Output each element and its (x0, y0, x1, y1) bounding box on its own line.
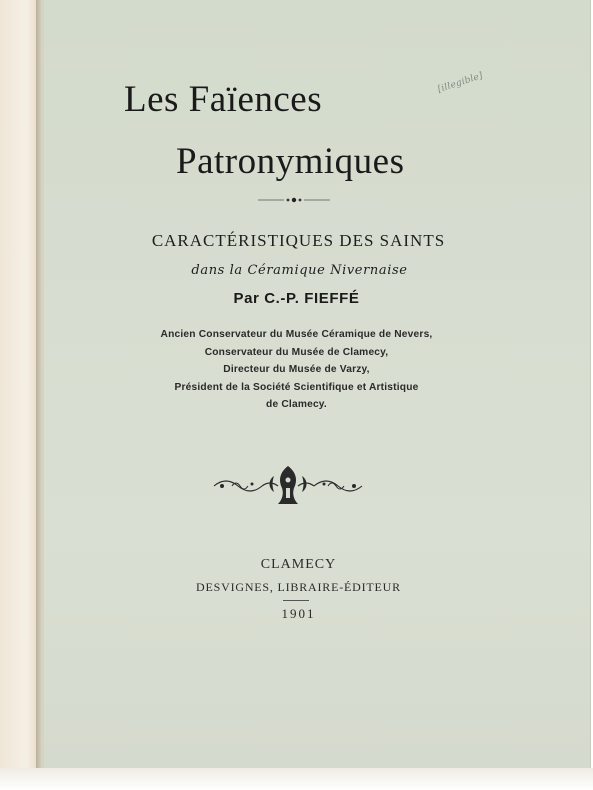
pencil-annotation: [illegible] (436, 70, 485, 96)
imprint-publisher: DESVIGNES, LIBRAIRE-ÉDITEUR (196, 580, 401, 594)
fleuron-ornament (212, 462, 364, 508)
title-divider-ornament (258, 196, 330, 204)
qualification-line: Directeur du Musée de Varzy, (223, 364, 370, 375)
page-bottom-edge (0, 768, 593, 790)
imprint-city: CLAMECY (260, 557, 337, 572)
imprint-year: 1901 (281, 606, 316, 621)
author-qualifications (0, 326, 593, 414)
qualification-line: Conservateur du Musée de Clamecy, (204, 346, 389, 358)
title-line-2: Patronymiques (176, 141, 405, 182)
imprint-rule (283, 600, 309, 601)
subtitle-italic: dans la Céramique Nivernaise (191, 263, 408, 278)
qualification-line: de Clamecy. (266, 399, 327, 410)
subtitle: CARACTÉRISTIQUES DES SAINTS (151, 231, 446, 250)
title-line-1: Les Faïences (124, 79, 323, 120)
author-line: Par C.-P. FIEFFÉ (233, 290, 360, 307)
qualification-line: Président de la Société Scientifique et Artistique (174, 381, 419, 393)
qualification-line: Ancien Conservateur du Musée Céramique de Nevers, (160, 329, 433, 340)
